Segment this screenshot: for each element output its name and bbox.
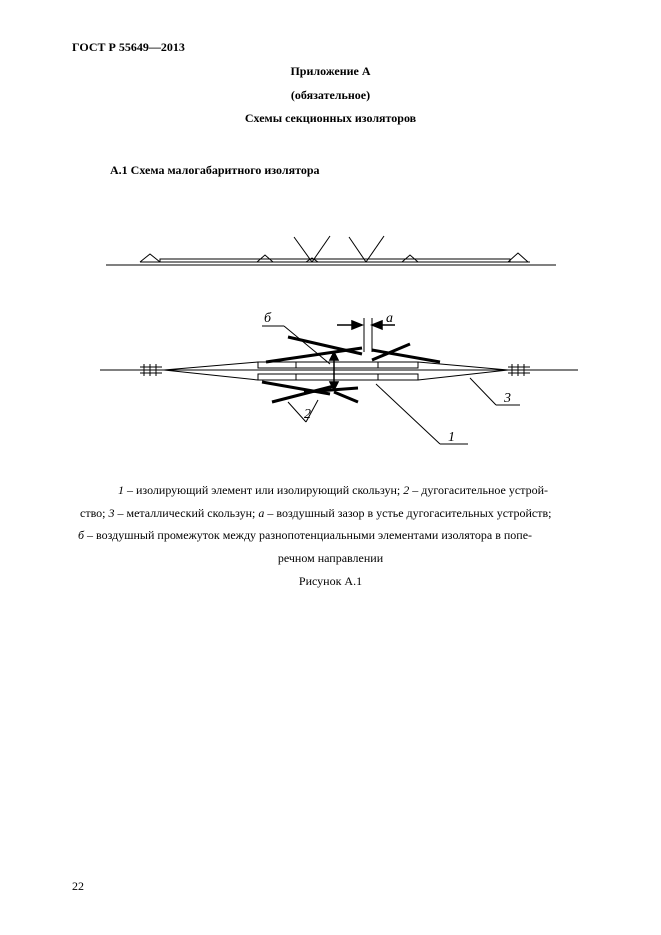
caption-run: ство; xyxy=(80,506,109,520)
label-b: б xyxy=(264,311,272,326)
caption-line-2 xyxy=(80,503,552,524)
caption-run: б xyxy=(78,528,85,542)
caption-line-4 xyxy=(0,548,661,569)
label-1: 1 xyxy=(448,430,455,445)
caption-line-3 xyxy=(78,525,532,546)
label-a: а xyxy=(386,311,393,326)
plan-view xyxy=(100,362,578,380)
appendix-title: Приложение А xyxy=(290,64,371,78)
caption-run: 1 xyxy=(118,483,124,497)
caption-run: – металлический скользун; xyxy=(114,506,259,520)
caption-run: – дугогасительное устрой- xyxy=(409,483,549,497)
standard-number: ГОСТ Р 55649—2013 xyxy=(72,40,185,54)
appendix-subject: Схемы секционных изоляторов xyxy=(244,111,417,125)
caption-line-1 xyxy=(118,480,548,501)
caption-run: а xyxy=(258,506,265,520)
appendix-status: (обязательное) xyxy=(290,88,371,102)
section-title: А.1 Схема малогабаритного изолятора xyxy=(110,163,320,177)
caption-run: – воздушный зазор в устье дугогасительных устройств; xyxy=(264,506,552,520)
caption-run: 3 xyxy=(108,506,115,520)
figure-title: Рисунок А.1 xyxy=(298,574,363,588)
label-2: 2 xyxy=(304,407,311,422)
caption-run: – воздушный промежуток между разнопотенциальными элементами изолятора в попе- xyxy=(84,528,533,542)
caption-run: 2 xyxy=(403,483,410,497)
caption-run: – изолирующий элемент или изолирующий скользун; xyxy=(124,483,404,497)
label-3: 3 xyxy=(504,391,511,406)
side-view xyxy=(106,236,556,265)
page-number: 22 xyxy=(72,879,84,893)
leader-lines xyxy=(262,326,520,444)
caption-run: речном направлении xyxy=(277,551,384,565)
